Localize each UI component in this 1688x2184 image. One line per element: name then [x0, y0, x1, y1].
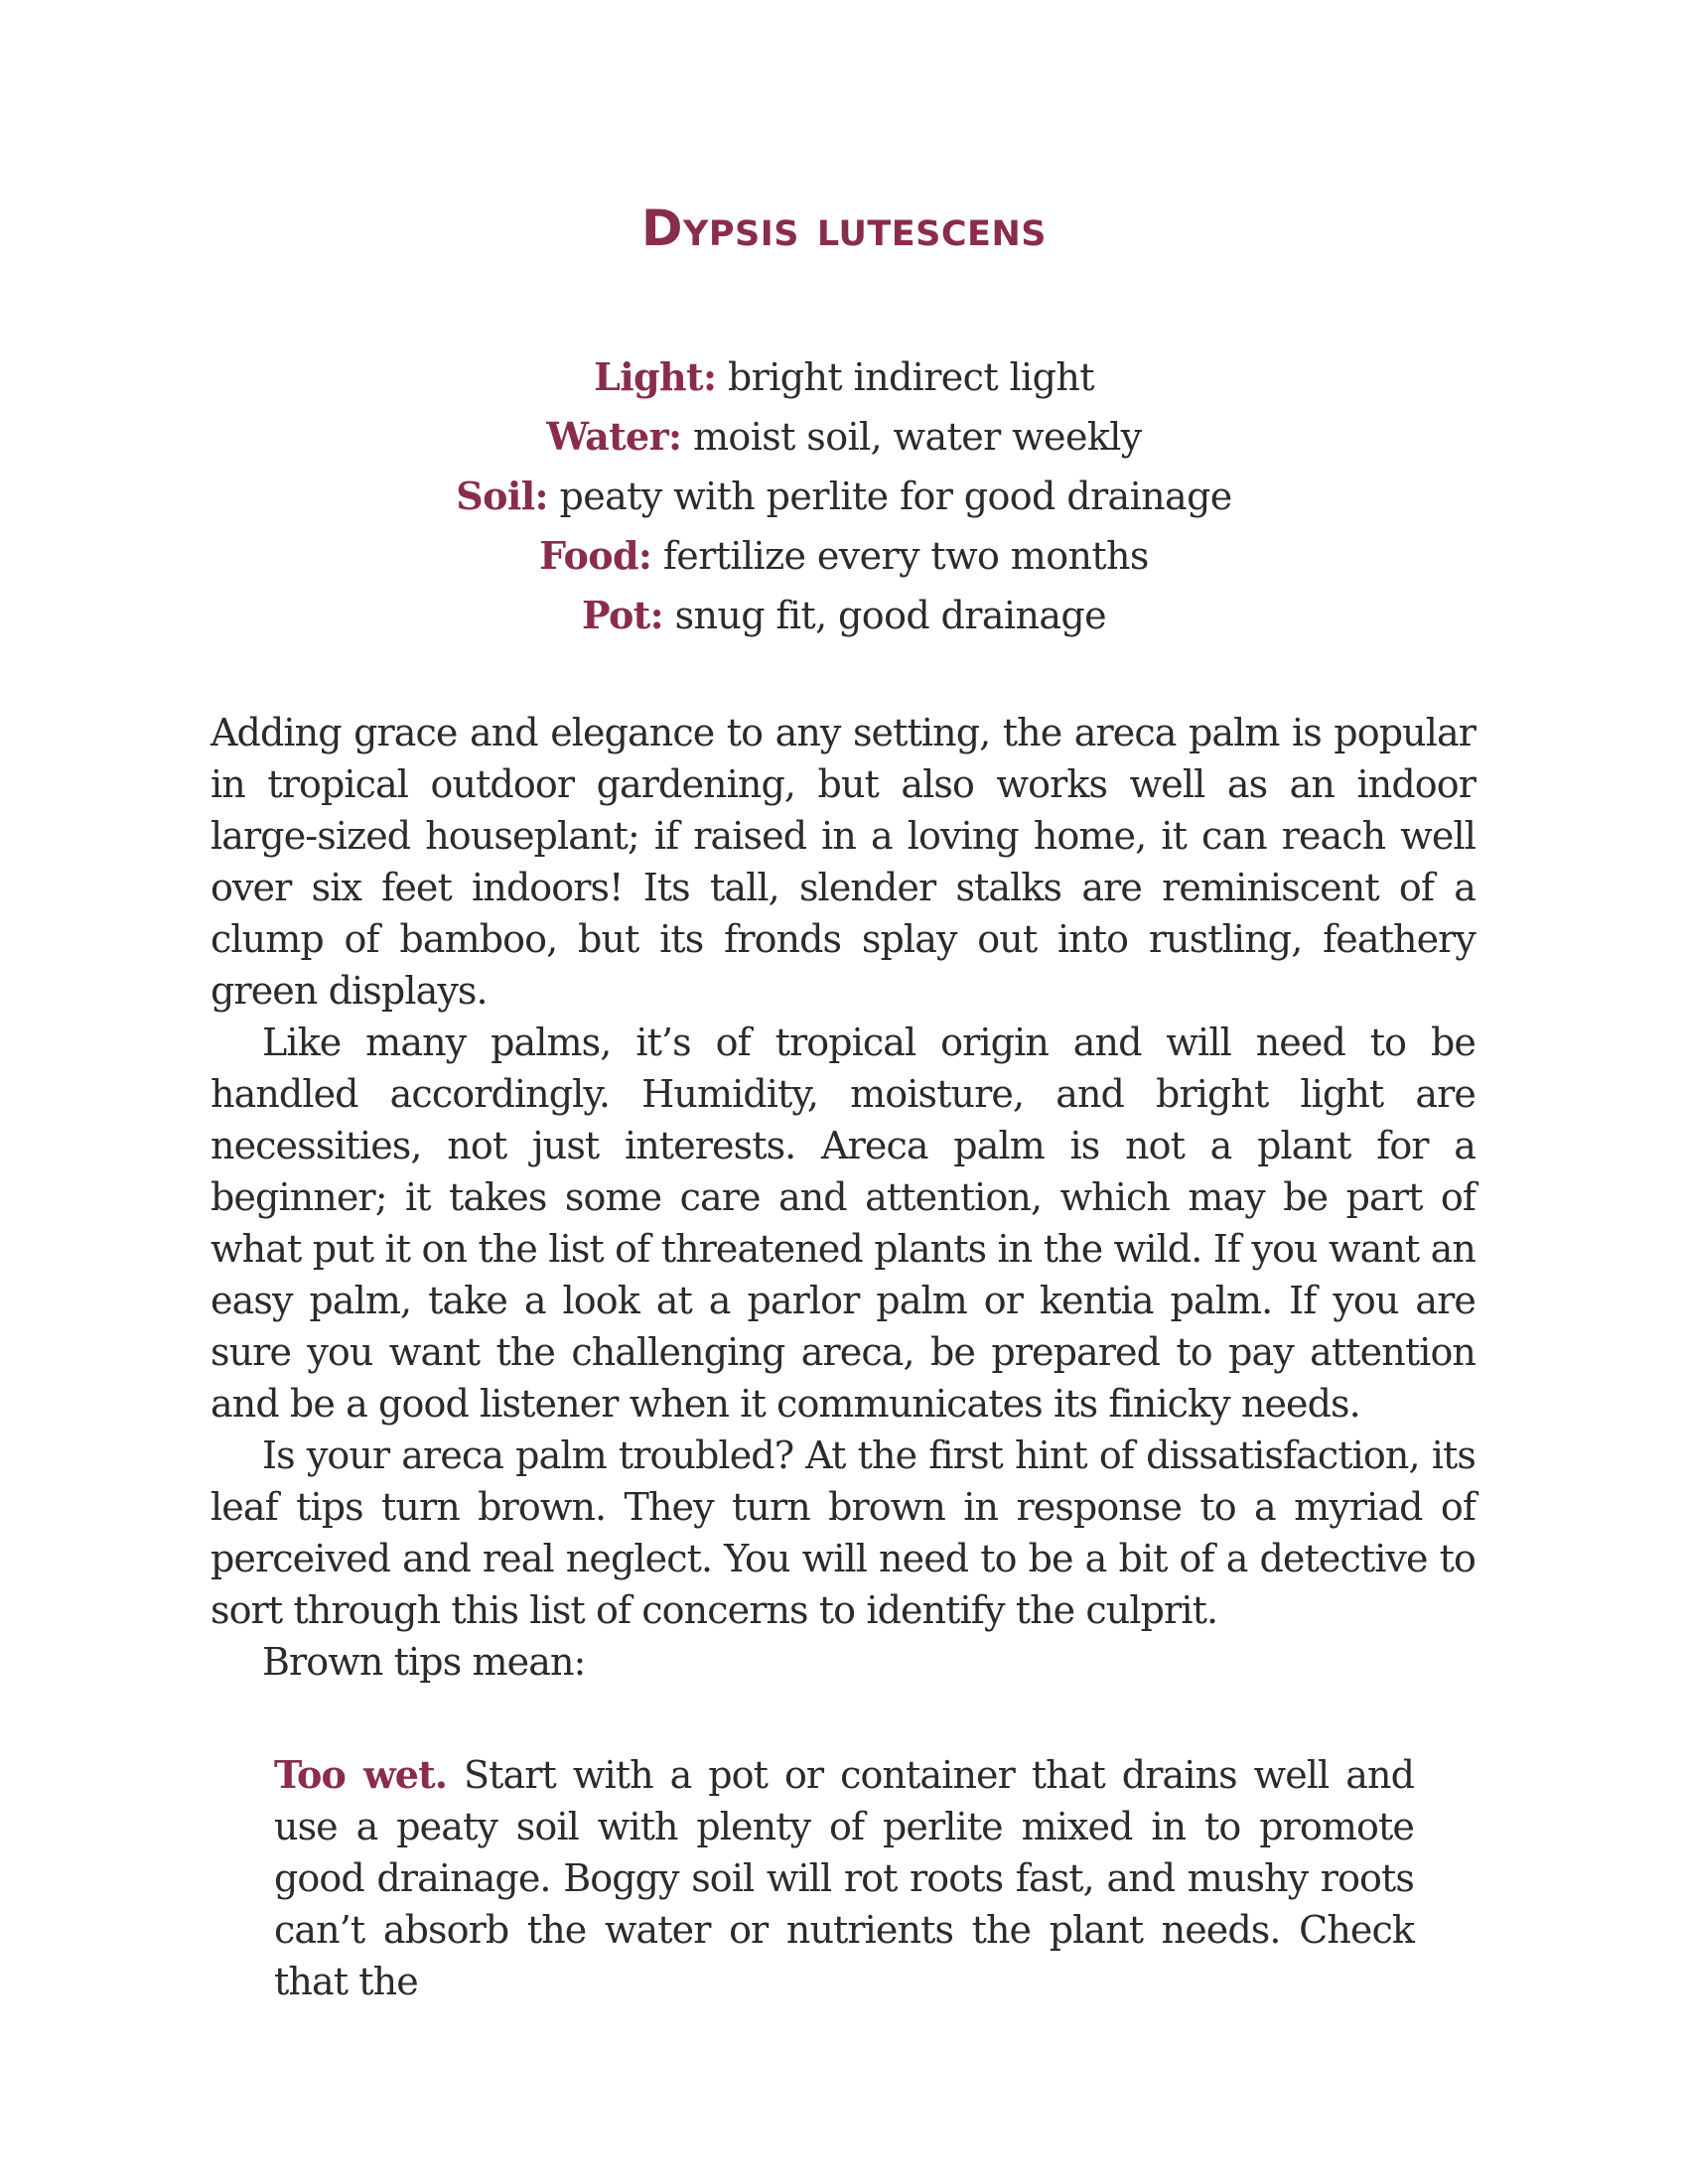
entry-label: Too wet. — [274, 1752, 448, 1797]
care-value: peaty with perlite for good drainage — [559, 475, 1232, 518]
title-text: Dypsis lutescens — [641, 200, 1047, 257]
paragraph-brown-tips: Brown tips mean: — [262, 1640, 586, 1684]
care-value: snug fit, good drainage — [674, 594, 1106, 637]
care-item-light — [0, 347, 1688, 407]
care-label: Water: — [546, 414, 682, 459]
care-value: bright indirect light — [727, 355, 1094, 399]
care-item-soil — [0, 467, 1688, 526]
care-label: Soil: — [456, 474, 548, 518]
paragraph-tropical-origin: Like many palms, it’s of tropical origin and will need to be handled accordingly. Humidity, moisture, and bright light are necessities, not just interests. Areca palm is not a plant for a beginner; it takes some care and attention, which may be part of what put it on the list of threatened plants in the wild. If you want an easy palm, take a look at a parlor palm or kentia palm. If you are sure you want the challenging areca, be prepared to pay attention and be a good listener when it communicates its finicky needs. — [211, 1021, 1476, 1426]
entry-text: Start with a pot or container that drains well and use a peaty soil with plenty of perlite mixed in to promote good drainage. Boggy soil will rot roots fast, and mushy roots can’t absorb the water or nutrients the plant needs. Check that the — [274, 1753, 1414, 2003]
body-text — [211, 707, 1476, 1688]
page-title — [0, 199, 1688, 258]
paragraph-troubled: Is your areca palm troubled? At the first hint of dissatisfaction, its leaf tips turn brown. They turn brown in response to a myriad of perceived and real neglect. You will need to be a bit of a detective to sort through this list of concerns to identify the culprit. — [211, 1433, 1476, 1632]
care-value: fertilize every two months — [662, 534, 1149, 578]
paragraph-intro: Adding grace and elegance to any setting, the areca palm is popular in tropical outdoor gardening, but also works well as an indoor large-sized houseplant; if raised in a loving home, it can reach well over six feet indoors! Its tall, slender stalks are reminiscent of a clump of bamboo, but its fronds splay out into rustling, feathery green displays. — [211, 711, 1476, 1013]
care-item-pot — [0, 586, 1688, 645]
care-item-food — [0, 526, 1688, 586]
care-label: Light: — [594, 354, 717, 399]
care-value: moist soil, water weekly — [692, 415, 1142, 459]
care-item-water — [0, 407, 1688, 467]
care-label: Food: — [539, 533, 652, 578]
care-label: Pot: — [581, 593, 664, 637]
entry-too-wet — [274, 1749, 1414, 2007]
care-summary-list — [0, 347, 1688, 645]
